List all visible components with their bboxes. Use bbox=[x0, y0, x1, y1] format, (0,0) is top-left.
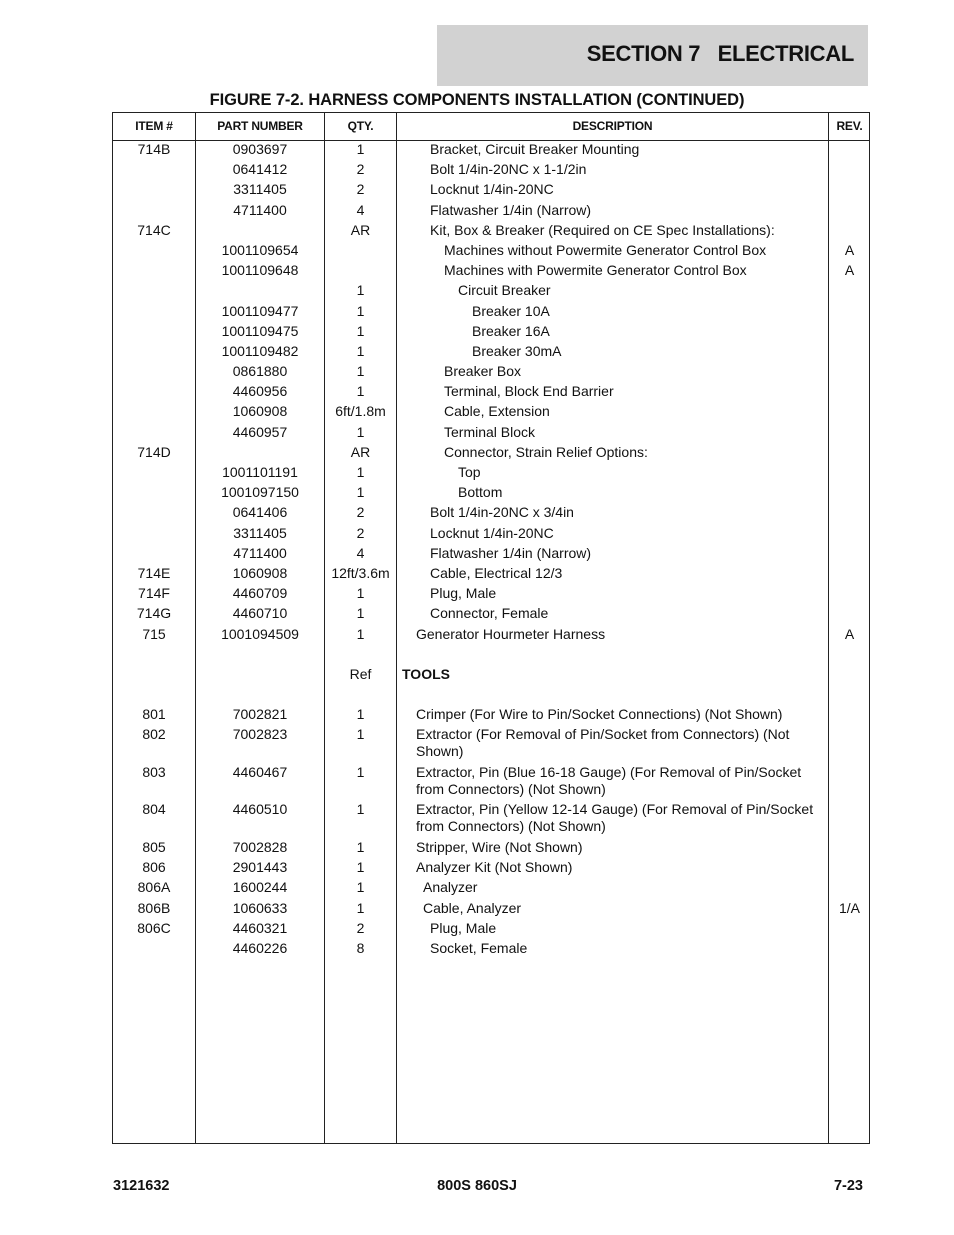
table-row bbox=[113, 565, 869, 585]
revision-cell: A bbox=[844, 625, 855, 642]
description-cell: Connector, Female bbox=[430, 605, 549, 622]
item-number-cell: 806C bbox=[137, 919, 171, 936]
quantity-cell: AR bbox=[350, 443, 371, 460]
quantity-cell: 1 bbox=[356, 464, 365, 480]
part-number-cell: 1001109648 bbox=[221, 262, 299, 279]
part-number-cell: 3311405 bbox=[233, 181, 287, 198]
quantity-cell: 4 bbox=[356, 544, 365, 561]
description-cell: Terminal Block bbox=[444, 423, 536, 440]
description-cell: Bracket, Circuit Breaker Mounting bbox=[430, 141, 640, 157]
column-header-description: DESCRIPTION bbox=[572, 119, 653, 133]
column-header-part-number: PART NUMBER bbox=[217, 119, 303, 133]
table-row bbox=[113, 202, 869, 222]
item-number-cell: 714C bbox=[137, 221, 171, 238]
part-number-cell: 4460510 bbox=[232, 801, 288, 818]
table-row bbox=[113, 686, 869, 706]
figure-title: FIGURE 7-2. HARNESS COMPONENTS INSTALLATION (CONTINUED) bbox=[209, 91, 745, 109]
table-row bbox=[113, 706, 869, 726]
table-row bbox=[113, 323, 869, 343]
item-number-cell: 805 bbox=[142, 838, 166, 855]
part-number-cell: 4460467 bbox=[232, 763, 288, 780]
part-number-cell: 4460321 bbox=[232, 919, 288, 936]
table-row bbox=[113, 525, 869, 545]
part-number-cell: 1001109654 bbox=[221, 241, 299, 258]
part-number-cell: 0861880 bbox=[232, 363, 288, 380]
table-row bbox=[113, 484, 869, 504]
item-number-cell: 714E bbox=[137, 564, 171, 581]
table-row bbox=[113, 363, 869, 383]
revision-cell: A bbox=[844, 262, 855, 279]
item-number-cell: 806B bbox=[137, 899, 171, 916]
quantity-cell: Ref bbox=[349, 665, 372, 682]
description-cell: Kit, Box & Breaker (Required on CE Spec Installations): bbox=[430, 221, 775, 238]
table-row bbox=[113, 222, 869, 242]
part-number-cell: 0641406 bbox=[232, 504, 288, 521]
description-cell: Breaker 10A bbox=[472, 302, 550, 319]
table-row bbox=[113, 424, 869, 444]
description-cell: TOOLS bbox=[402, 665, 450, 682]
part-number-cell: 4711400 bbox=[233, 201, 287, 218]
part-number-cell: 7002823 bbox=[232, 726, 288, 743]
table-row bbox=[113, 726, 869, 764]
table-row bbox=[113, 666, 869, 686]
quantity-cell: 2 bbox=[356, 504, 365, 521]
description-cell: Extractor, Pin (Yellow 12-14 Gauge) (For Removal of Pin/Socket from Connectors) (Not Shown) bbox=[416, 801, 814, 835]
description-cell: Analyzer bbox=[423, 879, 478, 896]
table-row bbox=[113, 242, 869, 262]
description-cell: Breaker Box bbox=[444, 363, 522, 380]
description-cell: Circuit Breaker bbox=[458, 282, 551, 299]
quantity-cell: 1 bbox=[356, 585, 365, 602]
table-row bbox=[113, 161, 869, 181]
item-number-cell: 806 bbox=[142, 859, 166, 876]
revision-cell: A bbox=[844, 241, 855, 258]
table-row bbox=[113, 141, 869, 161]
quantity-cell: 2 bbox=[356, 919, 365, 936]
description-cell: Socket, Female bbox=[430, 939, 528, 956]
description-cell: Locknut 1/4in-20NC bbox=[430, 181, 554, 198]
quantity-cell: 1 bbox=[356, 383, 365, 400]
description-cell: Flatwasher 1/4in (Narrow) bbox=[430, 201, 592, 218]
section-title: SECTION 7 ELECTRICAL bbox=[586, 41, 854, 66]
table-body bbox=[113, 141, 869, 960]
part-number-cell: 1600244 bbox=[232, 879, 288, 896]
table-row bbox=[113, 900, 869, 920]
part-number-cell: 4460226 bbox=[232, 939, 288, 956]
table-row bbox=[113, 504, 869, 524]
footer-page-number: 7-23 bbox=[833, 1178, 863, 1194]
part-number-cell: 1060908 bbox=[232, 564, 288, 581]
description-cell: Plug, Male bbox=[430, 585, 497, 602]
column-header-qty: QTY. bbox=[347, 119, 374, 133]
part-number-cell: 1060633 bbox=[232, 899, 288, 916]
quantity-cell: 1 bbox=[356, 706, 365, 723]
parts-table bbox=[112, 112, 870, 1144]
revision-cell: 1/A bbox=[838, 899, 860, 916]
description-cell: Bottom bbox=[458, 484, 503, 501]
quantity-cell: 1 bbox=[356, 605, 365, 622]
part-number-cell: 7002828 bbox=[232, 838, 288, 855]
description-cell: Bolt 1/4in-20NC x 1-1/2in bbox=[430, 161, 587, 178]
description-cell: Breaker 30mA bbox=[472, 342, 562, 359]
part-number-cell: 7002821 bbox=[232, 706, 288, 723]
table-row bbox=[113, 646, 869, 666]
part-number-cell: 0641412 bbox=[232, 161, 288, 178]
part-number-cell: 1060908 bbox=[232, 403, 288, 420]
item-number-cell: 802 bbox=[142, 726, 166, 743]
item-number-cell: 803 bbox=[142, 763, 166, 780]
table-row bbox=[113, 464, 869, 484]
quantity-cell: 2 bbox=[356, 161, 365, 178]
table-row bbox=[113, 262, 869, 282]
quantity-cell: AR bbox=[350, 221, 371, 238]
quantity-cell: 1 bbox=[356, 879, 365, 896]
part-number-cell: 1001101191 bbox=[222, 464, 298, 480]
quantity-cell: 1 bbox=[356, 899, 365, 916]
table-row bbox=[113, 343, 869, 363]
description-cell: Terminal, Block End Barrier bbox=[444, 383, 614, 400]
footer-document-number: 3121632 bbox=[113, 1178, 170, 1194]
item-number-cell: 715 bbox=[142, 625, 166, 642]
table-row bbox=[113, 879, 869, 899]
description-cell: Plug, Male bbox=[430, 919, 497, 936]
table-row bbox=[113, 920, 869, 940]
description-cell: Cable, Extension bbox=[444, 403, 550, 420]
quantity-cell: 1 bbox=[356, 342, 365, 359]
description-cell: Connector, Strain Relief Options: bbox=[444, 443, 648, 460]
quantity-cell: 12ft/3.6m bbox=[331, 564, 390, 581]
table-row bbox=[113, 383, 869, 403]
quantity-cell: 1 bbox=[356, 141, 365, 157]
footer-model: 800S 860SJ bbox=[437, 1178, 517, 1194]
quantity-cell: 1 bbox=[356, 423, 365, 440]
item-number-cell: 804 bbox=[142, 801, 166, 818]
table-row bbox=[113, 626, 869, 646]
item-number-cell: 714D bbox=[137, 443, 171, 460]
table-row bbox=[113, 545, 869, 565]
item-number-cell: 801 bbox=[142, 706, 166, 723]
item-number-cell: 714G bbox=[136, 605, 172, 622]
part-number-cell: 4460957 bbox=[232, 423, 288, 440]
quantity-cell: 1 bbox=[356, 625, 365, 642]
table-row bbox=[113, 303, 869, 323]
table-row bbox=[113, 839, 869, 859]
quantity-cell: 1 bbox=[356, 763, 365, 780]
part-number-cell: 3311405 bbox=[233, 524, 287, 541]
table-row bbox=[113, 181, 869, 201]
description-cell: Stripper, Wire (Not Shown) bbox=[416, 838, 583, 855]
table-header-row bbox=[113, 113, 869, 141]
quantity-cell: 6ft/1.8m bbox=[335, 403, 386, 420]
part-number-cell: 1001097150 bbox=[221, 484, 299, 501]
table-row bbox=[113, 940, 869, 960]
quantity-cell: 1 bbox=[356, 484, 365, 501]
quantity-cell: 2 bbox=[356, 181, 365, 198]
quantity-cell: 1 bbox=[356, 838, 365, 855]
part-number-cell: 4460956 bbox=[232, 383, 288, 400]
quantity-cell: 4 bbox=[356, 201, 365, 218]
part-number-cell: 1001109475 bbox=[221, 322, 299, 339]
table-row bbox=[113, 801, 869, 839]
table-row bbox=[113, 585, 869, 605]
description-cell: Generator Hourmeter Harness bbox=[416, 625, 606, 642]
part-number-cell: 4460710 bbox=[232, 605, 288, 622]
part-number-cell: 0903697 bbox=[232, 141, 288, 157]
quantity-cell: 1 bbox=[356, 322, 365, 339]
quantity-cell: 1 bbox=[356, 859, 365, 876]
quantity-cell: 2 bbox=[356, 524, 365, 541]
description-cell: Top bbox=[458, 464, 481, 480]
item-number-cell: 806A bbox=[137, 879, 171, 896]
table-row bbox=[113, 444, 869, 464]
part-number-cell: 1001109477 bbox=[221, 302, 299, 319]
description-cell: Cable, Electrical 12/3 bbox=[430, 564, 563, 581]
description-cell: Bolt 1/4in-20NC x 3/4in bbox=[430, 504, 574, 521]
part-number-cell: 1001094509 bbox=[221, 625, 299, 642]
item-number-cell: 714B bbox=[137, 141, 171, 157]
quantity-cell: 1 bbox=[356, 282, 365, 299]
table-row bbox=[113, 605, 869, 625]
description-cell: Crimper (For Wire to Pin/Socket Connections) (Not Shown) bbox=[416, 706, 783, 723]
description-cell: Extractor, Pin (Blue 16-18 Gauge) (For Removal of Pin/Socket from Connectors) (Not Shown) bbox=[416, 763, 802, 797]
section-header bbox=[437, 25, 868, 86]
quantity-cell: 1 bbox=[356, 302, 365, 319]
description-cell: Breaker 16A bbox=[472, 322, 550, 339]
part-number-cell: 4460709 bbox=[232, 585, 288, 602]
column-header-rev: REV. bbox=[836, 119, 863, 133]
column-header-item: ITEM # bbox=[135, 119, 173, 133]
description-cell: Machines without Powermite Generator Control Box bbox=[444, 241, 767, 258]
item-number-cell: 714F bbox=[138, 585, 170, 602]
table-row bbox=[113, 764, 869, 802]
description-cell: Machines with Powermite Generator Control Box bbox=[444, 262, 747, 279]
quantity-cell: 8 bbox=[356, 939, 365, 956]
table-row bbox=[113, 403, 869, 423]
quantity-cell: 1 bbox=[356, 363, 365, 380]
description-cell: Extractor (For Removal of Pin/Socket from Connectors) (Not Shown) bbox=[416, 726, 790, 760]
description-cell: Flatwasher 1/4in (Narrow) bbox=[430, 544, 592, 561]
quantity-cell: 1 bbox=[356, 726, 365, 743]
part-number-cell: 4711400 bbox=[233, 544, 287, 561]
table-row bbox=[113, 282, 869, 302]
table-row bbox=[113, 859, 869, 879]
description-cell: Locknut 1/4in-20NC bbox=[430, 524, 554, 541]
quantity-cell: 1 bbox=[356, 801, 365, 818]
description-cell: Cable, Analyzer bbox=[423, 899, 522, 916]
part-number-cell: 1001109482 bbox=[221, 342, 299, 359]
part-number-cell: 2901443 bbox=[232, 859, 288, 876]
description-cell: Analyzer Kit (Not Shown) bbox=[416, 859, 573, 876]
